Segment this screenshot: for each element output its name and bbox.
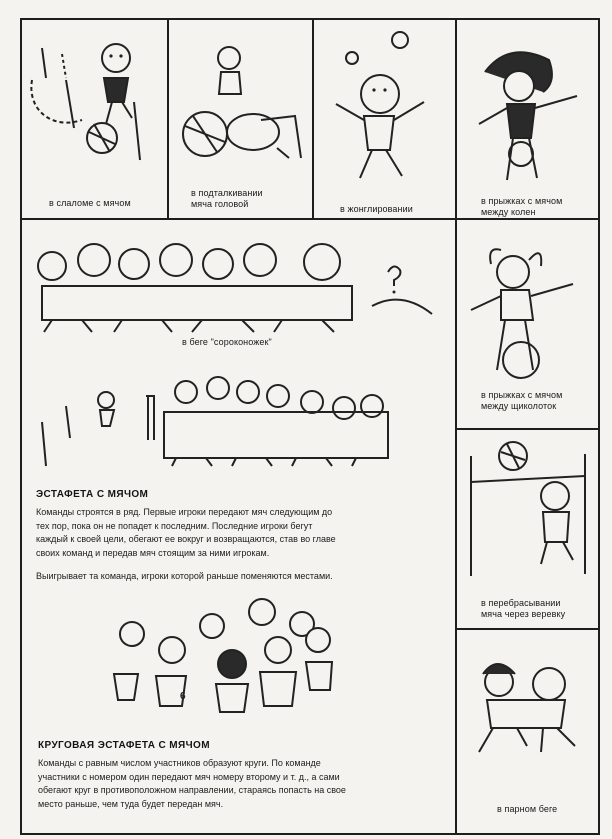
panel-knees-jump — [455, 18, 600, 220]
panel-ankles-jump — [455, 218, 600, 430]
caption-line: в беге "сороконожек" — [182, 337, 272, 347]
rope-throw-caption — [481, 598, 565, 620]
knees-jump-illustration — [457, 20, 602, 222]
caption-line: между щиколоток — [481, 401, 557, 411]
circle-relay-title: КРУГОВАЯ ЭСТАФЕТА С МЯЧОМ — [38, 740, 210, 751]
juggling-illustration — [314, 20, 459, 222]
relay-winner-line: Выигрывает та команда, игроки которой раньше поменяются местами. — [36, 571, 333, 581]
panel-heading-push — [167, 18, 314, 220]
ankles-jump-caption — [481, 390, 562, 412]
jersey-number-6: 6 — [180, 691, 186, 702]
jersey-number-7: 7 — [229, 687, 235, 698]
circle-relay-line: обегают круг в противоположном направлении, стараясь попасть на свое — [38, 785, 346, 795]
caption-line: в перебрасывании — [481, 598, 561, 608]
knees-jump-caption — [481, 196, 562, 218]
circle-relay-line: Команды с равным числом участников образуют круги. По команде — [38, 758, 321, 768]
juggling-caption — [340, 204, 413, 215]
caption-line: в прыжках с мячом — [481, 196, 563, 206]
relay-line: каждый к своей цели, обегают ее вокруг и возвращаются, став во главе — [36, 534, 336, 544]
caption-line: между колен — [481, 207, 536, 217]
circle-relay-line: место раньше, чем туда будет передан мяч. — [38, 798, 224, 809]
panel-pair-run — [455, 628, 600, 835]
panel-rope-throw — [455, 428, 600, 630]
centipede-caption — [182, 337, 272, 348]
panel-main — [20, 218, 457, 835]
pair-run-caption — [497, 804, 557, 815]
relay-line: тех пор, пока он не попадет к последним. Последние игроки бегут — [36, 520, 313, 531]
panel-juggling — [312, 18, 457, 220]
circle-relay-line: участники с номером один передают мяч номеру второму и т. д., а сами — [38, 771, 340, 782]
caption-line: в прыжках с мячом — [481, 390, 563, 400]
relay-line: своих команд и передав мяч стоящим за ними игрокам. — [36, 547, 270, 558]
slalom-caption — [49, 198, 131, 209]
caption-line: в жонглировании — [340, 204, 413, 214]
relay-winner — [36, 570, 446, 584]
panel-slalom — [20, 18, 169, 220]
caption-line: мяча через веревку — [481, 609, 566, 619]
slalom-illustration — [22, 20, 171, 222]
relay-description — [36, 506, 446, 560]
caption-line: в парном беге — [497, 804, 558, 814]
circle-relay-description — [38, 757, 448, 811]
caption-line: мяча головой — [191, 199, 249, 209]
relay-title: ЭСТАФЕТА С МЯЧОМ — [36, 489, 149, 500]
caption-line: в слаломе с мячом — [49, 198, 131, 208]
relay-line: Команды строятся в ряд. Первые игроки передают мяч следующим до — [36, 507, 333, 517]
caption-line: в подталкивании — [191, 188, 263, 198]
heading-push-caption — [191, 188, 263, 210]
